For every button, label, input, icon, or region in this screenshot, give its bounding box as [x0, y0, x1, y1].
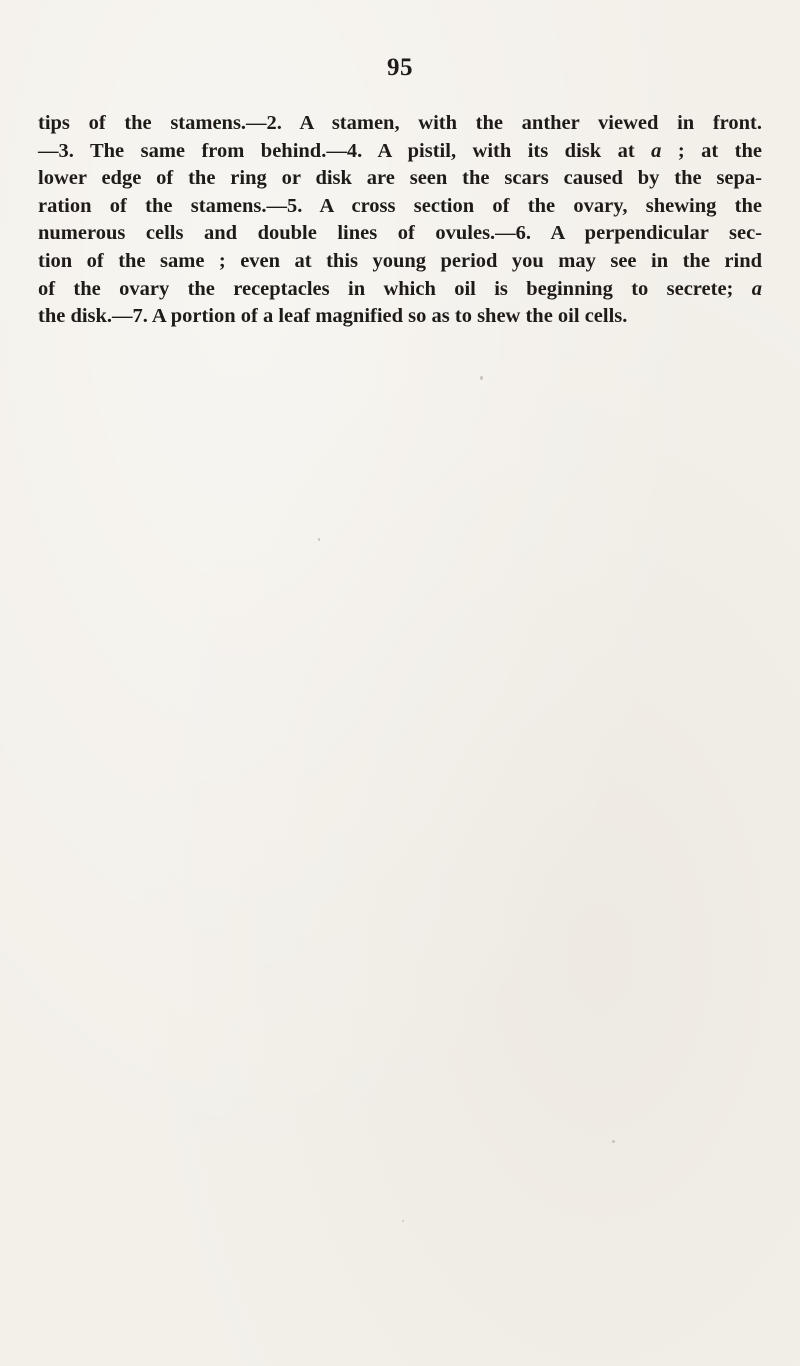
paper-speck	[402, 1220, 404, 1222]
text-line	[38, 165, 762, 193]
text-segment: ; at the	[661, 139, 762, 162]
text-line	[38, 193, 762, 221]
text-segment: the disk.—7. A portion of a leaf magnified so as to shew the oil cells.	[38, 305, 628, 328]
text-segment: lower edge of the ring or disk are seen the scars caused by the sepa-	[38, 167, 762, 190]
italic-letter: a	[651, 139, 662, 162]
text-segment: numerous cells and double lines of ovules.—6. A perpendicular sec-	[38, 222, 762, 245]
italic-letter: a	[751, 277, 762, 300]
text-segment: tion of the same ; even at this young period you may see in the rind	[38, 249, 762, 272]
text-segment: of the ovary the receptacles in which oil is beginning to secrete;	[38, 277, 752, 300]
paper-speck	[480, 376, 483, 380]
text-segment: ration of the stamens.—5. A cross section of the ovary, shewing the	[38, 194, 762, 217]
text-line	[38, 138, 762, 166]
paper-speck	[318, 538, 320, 541]
text-line	[38, 276, 762, 304]
text-line	[38, 303, 762, 331]
page-number: 95	[387, 54, 413, 81]
text-line	[38, 220, 762, 248]
text-segment: tips of the stamens.—2. A stamen, with the anther viewed in front.	[38, 112, 762, 134]
text-line	[38, 110, 762, 138]
text-segment: —3. The same from behind.—4. A pistil, with its disk at	[38, 139, 652, 162]
figure-explanation-paragraph	[38, 110, 762, 331]
text-line	[38, 248, 762, 276]
paper-speck	[612, 1140, 615, 1143]
